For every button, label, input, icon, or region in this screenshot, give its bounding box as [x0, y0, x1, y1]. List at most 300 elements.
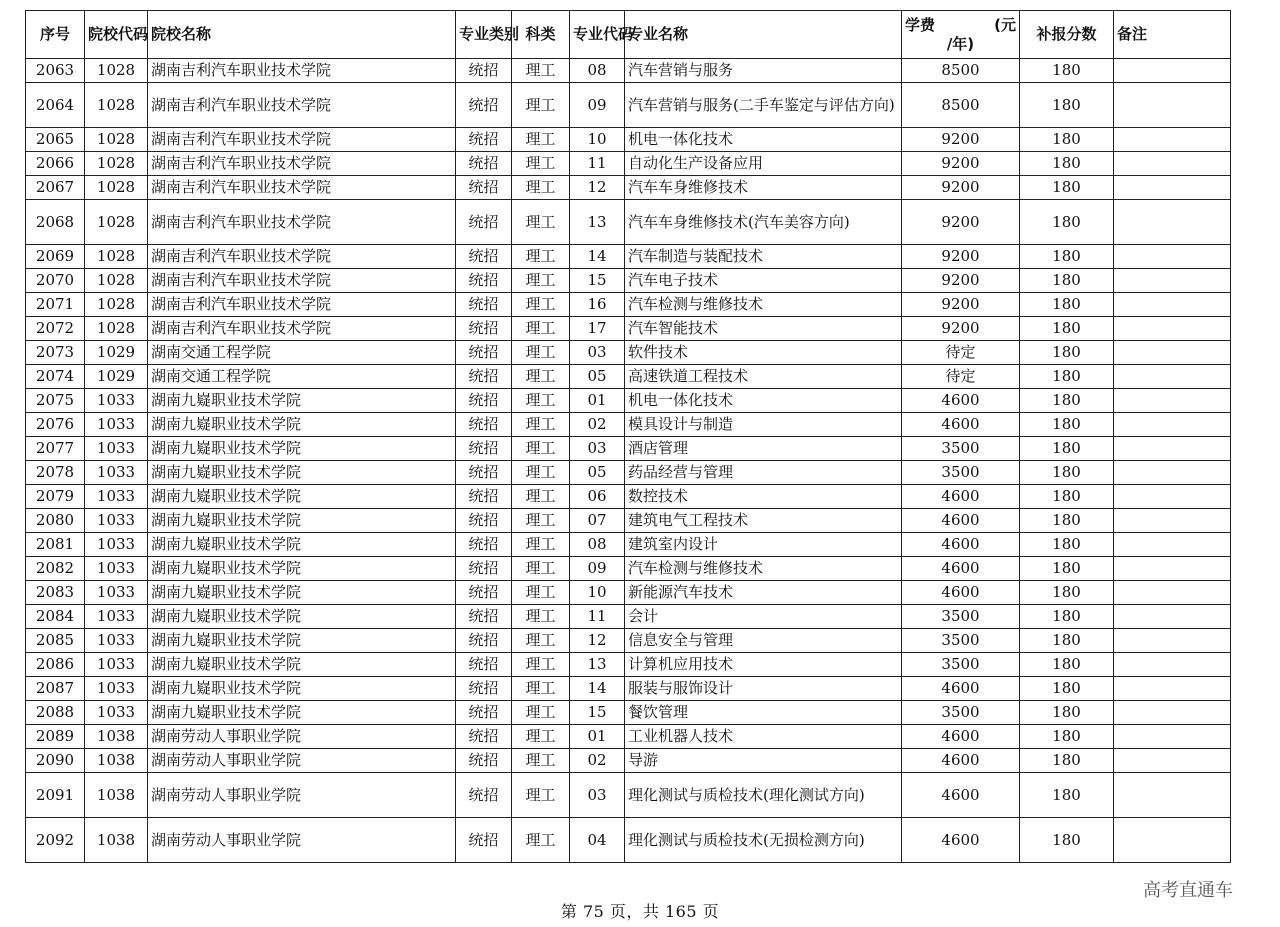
- cell-major-name: 新能源汽车技术: [625, 581, 902, 605]
- cell-subject: 理工: [512, 152, 570, 176]
- cell-school-code: 1033: [85, 413, 148, 437]
- cell-major-type: 统招: [456, 653, 512, 677]
- cell-note: [1114, 293, 1231, 317]
- cell-seq: 2085: [26, 629, 85, 653]
- cell-major-name: 机电一体化技术: [625, 389, 902, 413]
- table-row: [26, 59, 1231, 83]
- cell-major-name: 汽车制造与装配技术: [625, 245, 902, 269]
- cell-seq: 2075: [26, 389, 85, 413]
- cell-school-name: 湖南劳动人事职业学院: [148, 818, 456, 863]
- cell-major-code: 03: [570, 341, 625, 365]
- cell-school-code: 1033: [85, 581, 148, 605]
- cell-seq: 2092: [26, 818, 85, 863]
- cell-major-type: 统招: [456, 749, 512, 773]
- cell-note: [1114, 773, 1231, 818]
- watermark: 高考直通车: [1143, 880, 1233, 901]
- cell-fee: 4600: [902, 725, 1020, 749]
- cell-major-type: 统招: [456, 200, 512, 245]
- cell-fee: 4600: [902, 773, 1020, 818]
- cell-major-type: 统招: [456, 509, 512, 533]
- cell-note: [1114, 818, 1231, 863]
- cell-school-name: 湖南九嶷职业技术学院: [148, 485, 456, 509]
- cell-fee: 9200: [902, 176, 1020, 200]
- cell-school-name: 湖南九嶷职业技术学院: [148, 389, 456, 413]
- cell-major-name: 汽车电子技术: [625, 269, 902, 293]
- cell-school-name: 湖南吉利汽车职业技术学院: [148, 176, 456, 200]
- cell-seq: 2071: [26, 293, 85, 317]
- cell-major-code: 05: [570, 461, 625, 485]
- table-row: [26, 293, 1231, 317]
- cell-fee: 9200: [902, 152, 1020, 176]
- cell-note: [1114, 365, 1231, 389]
- cell-major-name: 会计: [625, 605, 902, 629]
- cell-note: [1114, 605, 1231, 629]
- cell-major-name: 汽车营销与服务(二手车鉴定与评估方向): [625, 83, 902, 128]
- cell-major-name: 汽车智能技术: [625, 317, 902, 341]
- cell-major-code: 13: [570, 653, 625, 677]
- cell-fee: 4600: [902, 677, 1020, 701]
- cell-school-name: 湖南吉利汽车职业技术学院: [148, 269, 456, 293]
- header-school-name: 院校名称: [148, 11, 456, 59]
- cell-school-code: 1033: [85, 533, 148, 557]
- cell-score: 180: [1020, 245, 1114, 269]
- cell-subject: 理工: [512, 176, 570, 200]
- cell-major-name: 软件技术: [625, 341, 902, 365]
- table-row: [26, 341, 1231, 365]
- cell-major-code: 08: [570, 533, 625, 557]
- cell-seq: 2066: [26, 152, 85, 176]
- cell-fee: 9200: [902, 200, 1020, 245]
- cell-note: [1114, 269, 1231, 293]
- cell-note: [1114, 509, 1231, 533]
- cell-seq: 2084: [26, 605, 85, 629]
- cell-fee: 8500: [902, 83, 1020, 128]
- cell-school-code: 1028: [85, 317, 148, 341]
- cell-seq: 2064: [26, 83, 85, 128]
- cell-score: 180: [1020, 317, 1114, 341]
- cell-seq: 2067: [26, 176, 85, 200]
- cell-major-type: 统招: [456, 533, 512, 557]
- cell-subject: 理工: [512, 341, 570, 365]
- cell-major-type: 统招: [456, 605, 512, 629]
- cell-fee: 4600: [902, 533, 1020, 557]
- cell-major-type: 统招: [456, 176, 512, 200]
- header-score: 补报分数: [1020, 11, 1114, 59]
- cell-subject: 理工: [512, 269, 570, 293]
- header-major-code: 专业代码: [570, 11, 625, 59]
- cell-note: [1114, 413, 1231, 437]
- cell-subject: 理工: [512, 533, 570, 557]
- cell-note: [1114, 83, 1231, 128]
- cell-seq: 2083: [26, 581, 85, 605]
- cell-subject: 理工: [512, 605, 570, 629]
- cell-subject: 理工: [512, 128, 570, 152]
- cell-subject: 理工: [512, 773, 570, 818]
- cell-major-type: 统招: [456, 437, 512, 461]
- cell-school-name: 湖南九嶷职业技术学院: [148, 509, 456, 533]
- cell-school-code: 1028: [85, 176, 148, 200]
- cell-seq: 2079: [26, 485, 85, 509]
- cell-subject: 理工: [512, 557, 570, 581]
- cell-school-name: 湖南九嶷职业技术学院: [148, 701, 456, 725]
- cell-major-type: 统招: [456, 152, 512, 176]
- cell-school-name: 湖南九嶷职业技术学院: [148, 533, 456, 557]
- cell-subject: 理工: [512, 653, 570, 677]
- cell-major-name: 理化测试与质检技术(理化测试方向): [625, 773, 902, 818]
- table-row: [26, 629, 1231, 653]
- cell-major-code: 07: [570, 509, 625, 533]
- cell-score: 180: [1020, 581, 1114, 605]
- cell-major-type: 统招: [456, 365, 512, 389]
- cell-school-code: 1028: [85, 293, 148, 317]
- cell-school-name: 湖南吉利汽车职业技术学院: [148, 83, 456, 128]
- table-row: [26, 437, 1231, 461]
- cell-subject: 理工: [512, 365, 570, 389]
- cell-major-type: 统招: [456, 629, 512, 653]
- cell-fee: 3500: [902, 437, 1020, 461]
- cell-seq: 2089: [26, 725, 85, 749]
- cell-note: [1114, 152, 1231, 176]
- cell-seq: 2073: [26, 341, 85, 365]
- cell-school-code: 1038: [85, 818, 148, 863]
- cell-major-name: 汽车检测与维修技术: [625, 293, 902, 317]
- cell-major-code: 02: [570, 413, 625, 437]
- cell-score: 180: [1020, 389, 1114, 413]
- cell-school-name: 湖南吉利汽车职业技术学院: [148, 152, 456, 176]
- cell-score: 180: [1020, 701, 1114, 725]
- cell-school-code: 1028: [85, 245, 148, 269]
- cell-fee: 4600: [902, 749, 1020, 773]
- cell-school-name: 湖南吉利汽车职业技术学院: [148, 293, 456, 317]
- cell-school-code: 1033: [85, 509, 148, 533]
- cell-major-code: 01: [570, 389, 625, 413]
- cell-major-code: 13: [570, 200, 625, 245]
- cell-school-name: 湖南吉利汽车职业技术学院: [148, 317, 456, 341]
- cell-fee: 3500: [902, 629, 1020, 653]
- cell-score: 180: [1020, 485, 1114, 509]
- header-note: 备注: [1114, 11, 1231, 59]
- cell-score: 180: [1020, 605, 1114, 629]
- cell-fee: 4600: [902, 389, 1020, 413]
- cell-school-name: 湖南交通工程学院: [148, 341, 456, 365]
- cell-note: [1114, 59, 1231, 83]
- cell-major-type: 统招: [456, 701, 512, 725]
- cell-major-name: 汽车检测与维修技术: [625, 557, 902, 581]
- table-row: [26, 128, 1231, 152]
- cell-score: 180: [1020, 461, 1114, 485]
- cell-score: 180: [1020, 152, 1114, 176]
- cell-subject: 理工: [512, 677, 570, 701]
- cell-score: 180: [1020, 509, 1114, 533]
- cell-seq: 2081: [26, 533, 85, 557]
- cell-major-name: 建筑电气工程技术: [625, 509, 902, 533]
- cell-school-code: 1028: [85, 200, 148, 245]
- cell-seq: 2069: [26, 245, 85, 269]
- cell-fee: 9200: [902, 293, 1020, 317]
- cell-fee: 4600: [902, 557, 1020, 581]
- cell-seq: 2076: [26, 413, 85, 437]
- cell-major-code: 02: [570, 749, 625, 773]
- cell-subject: 理工: [512, 389, 570, 413]
- cell-score: 180: [1020, 773, 1114, 818]
- cell-school-code: 1033: [85, 485, 148, 509]
- cell-school-code: 1033: [85, 389, 148, 413]
- cell-score: 180: [1020, 59, 1114, 83]
- cell-note: [1114, 533, 1231, 557]
- table-row: [26, 773, 1231, 818]
- table-row: [26, 389, 1231, 413]
- cell-major-code: 06: [570, 485, 625, 509]
- cell-major-code: 15: [570, 701, 625, 725]
- cell-subject: 理工: [512, 413, 570, 437]
- table-row: [26, 176, 1231, 200]
- table-row: [26, 605, 1231, 629]
- cell-score: 180: [1020, 200, 1114, 245]
- cell-note: [1114, 437, 1231, 461]
- cell-school-name: 湖南吉利汽车职业技术学院: [148, 59, 456, 83]
- cell-fee: 3500: [902, 701, 1020, 725]
- cell-school-code: 1033: [85, 629, 148, 653]
- cell-seq: 2080: [26, 509, 85, 533]
- cell-score: 180: [1020, 413, 1114, 437]
- cell-score: 180: [1020, 341, 1114, 365]
- cell-major-type: 统招: [456, 461, 512, 485]
- cell-major-code: 12: [570, 176, 625, 200]
- cell-seq: 2087: [26, 677, 85, 701]
- cell-subject: 理工: [512, 509, 570, 533]
- cell-school-code: 1028: [85, 59, 148, 83]
- cell-school-code: 1033: [85, 701, 148, 725]
- cell-major-code: 08: [570, 59, 625, 83]
- table-row: [26, 701, 1231, 725]
- table-row: [26, 677, 1231, 701]
- cell-school-name: 湖南九嶷职业技术学院: [148, 629, 456, 653]
- cell-subject: 理工: [512, 245, 570, 269]
- cell-subject: 理工: [512, 818, 570, 863]
- header-fee-unit-close: /年): [946, 34, 975, 53]
- cell-major-name: 汽车车身维修技术: [625, 176, 902, 200]
- cell-score: 180: [1020, 365, 1114, 389]
- table-row: [26, 818, 1231, 863]
- cell-fee: 4600: [902, 485, 1020, 509]
- cell-note: [1114, 557, 1231, 581]
- cell-school-code: 1028: [85, 269, 148, 293]
- cell-fee: 9200: [902, 245, 1020, 269]
- cell-subject: 理工: [512, 725, 570, 749]
- cell-major-name: 理化测试与质检技术(无损检测方向): [625, 818, 902, 863]
- cell-school-name: 湖南吉利汽车职业技术学院: [148, 128, 456, 152]
- cell-major-type: 统招: [456, 677, 512, 701]
- cell-seq: 2072: [26, 317, 85, 341]
- cell-major-type: 统招: [456, 59, 512, 83]
- cell-fee: 3500: [902, 605, 1020, 629]
- cell-fee: 9200: [902, 317, 1020, 341]
- cell-score: 180: [1020, 533, 1114, 557]
- cell-school-code: 1033: [85, 677, 148, 701]
- cell-major-name: 汽车车身维修技术(汽车美容方向): [625, 200, 902, 245]
- cell-note: [1114, 341, 1231, 365]
- cell-major-code: 16: [570, 293, 625, 317]
- cell-major-code: 03: [570, 437, 625, 461]
- cell-fee: 3500: [902, 461, 1020, 485]
- cell-note: [1114, 653, 1231, 677]
- page-footer: 第 75 页，共 165 页: [560, 902, 720, 921]
- header-subject: 科类: [512, 11, 570, 59]
- cell-seq: 2082: [26, 557, 85, 581]
- cell-major-code: 09: [570, 83, 625, 128]
- cell-seq: 2088: [26, 701, 85, 725]
- cell-subject: 理工: [512, 293, 570, 317]
- cell-seq: 2077: [26, 437, 85, 461]
- cell-fee: 待定: [902, 341, 1020, 365]
- cell-major-name: 数控技术: [625, 485, 902, 509]
- table-row: [26, 245, 1231, 269]
- cell-school-code: 1033: [85, 461, 148, 485]
- cell-major-code: 14: [570, 677, 625, 701]
- cell-score: 180: [1020, 677, 1114, 701]
- cell-major-name: 服装与服饰设计: [625, 677, 902, 701]
- cell-subject: 理工: [512, 200, 570, 245]
- cell-score: 180: [1020, 749, 1114, 773]
- cell-subject: 理工: [512, 461, 570, 485]
- cell-school-code: 1038: [85, 725, 148, 749]
- cell-major-code: 11: [570, 152, 625, 176]
- cell-score: 180: [1020, 653, 1114, 677]
- cell-major-code: 14: [570, 245, 625, 269]
- cell-fee: 9200: [902, 269, 1020, 293]
- header-seq: 序号: [26, 11, 85, 59]
- cell-major-name: 药品经营与管理: [625, 461, 902, 485]
- cell-major-name: 工业机器人技术: [625, 725, 902, 749]
- cell-fee: 4600: [902, 413, 1020, 437]
- cell-note: [1114, 701, 1231, 725]
- cell-score: 180: [1020, 557, 1114, 581]
- cell-school-code: 1033: [85, 437, 148, 461]
- cell-major-code: 05: [570, 365, 625, 389]
- cell-major-name: 自动化生产设备应用: [625, 152, 902, 176]
- cell-major-type: 统招: [456, 485, 512, 509]
- cell-score: 180: [1020, 269, 1114, 293]
- admission-table: [25, 10, 1231, 863]
- cell-school-name: 湖南劳动人事职业学院: [148, 725, 456, 749]
- cell-major-type: 统招: [456, 581, 512, 605]
- cell-score: 180: [1020, 725, 1114, 749]
- header-school-code: 院校代码: [85, 11, 148, 59]
- cell-major-code: 09: [570, 557, 625, 581]
- cell-school-code: 1033: [85, 557, 148, 581]
- cell-school-code: 1033: [85, 653, 148, 677]
- cell-major-code: 12: [570, 629, 625, 653]
- cell-major-name: 模具设计与制造: [625, 413, 902, 437]
- table-row: [26, 152, 1231, 176]
- cell-fee: 9200: [902, 128, 1020, 152]
- cell-major-type: 统招: [456, 293, 512, 317]
- cell-school-name: 湖南九嶷职业技术学院: [148, 677, 456, 701]
- cell-fee: 4600: [902, 581, 1020, 605]
- cell-fee: 4600: [902, 818, 1020, 863]
- cell-major-type: 统招: [456, 317, 512, 341]
- cell-school-code: 1033: [85, 605, 148, 629]
- cell-major-code: 11: [570, 605, 625, 629]
- cell-note: [1114, 245, 1231, 269]
- cell-fee: 4600: [902, 509, 1020, 533]
- table-row: [26, 461, 1231, 485]
- cell-score: 180: [1020, 83, 1114, 128]
- cell-note: [1114, 725, 1231, 749]
- cell-major-type: 统招: [456, 389, 512, 413]
- cell-major-code: 15: [570, 269, 625, 293]
- header-fee-label: 学费: [905, 15, 936, 34]
- header-fee-unit-open: (元: [994, 15, 1016, 34]
- table-row: [26, 749, 1231, 773]
- table-body: [26, 59, 1231, 863]
- cell-score: 180: [1020, 128, 1114, 152]
- cell-major-code: 01: [570, 725, 625, 749]
- cell-major-code: 10: [570, 128, 625, 152]
- header-fee: [902, 11, 1020, 59]
- cell-major-name: 汽车营销与服务: [625, 59, 902, 83]
- cell-major-name: 建筑室内设计: [625, 533, 902, 557]
- cell-major-name: 机电一体化技术: [625, 128, 902, 152]
- cell-subject: 理工: [512, 485, 570, 509]
- cell-note: [1114, 749, 1231, 773]
- cell-score: 180: [1020, 176, 1114, 200]
- cell-school-code: 1028: [85, 128, 148, 152]
- cell-note: [1114, 629, 1231, 653]
- cell-major-type: 统招: [456, 269, 512, 293]
- cell-school-name: 湖南九嶷职业技术学院: [148, 557, 456, 581]
- cell-school-code: 1038: [85, 749, 148, 773]
- table-row: [26, 413, 1231, 437]
- cell-seq: 2074: [26, 365, 85, 389]
- cell-note: [1114, 389, 1231, 413]
- cell-major-code: 10: [570, 581, 625, 605]
- cell-major-type: 统招: [456, 818, 512, 863]
- cell-school-name: 湖南九嶷职业技术学院: [148, 605, 456, 629]
- cell-school-code: 1029: [85, 341, 148, 365]
- cell-school-code: 1029: [85, 365, 148, 389]
- cell-major-code: 17: [570, 317, 625, 341]
- cell-school-code: 1028: [85, 152, 148, 176]
- table-row: [26, 533, 1231, 557]
- cell-score: 180: [1020, 818, 1114, 863]
- cell-school-name: 湖南吉利汽车职业技术学院: [148, 200, 456, 245]
- cell-subject: 理工: [512, 749, 570, 773]
- cell-seq: 2078: [26, 461, 85, 485]
- cell-note: [1114, 128, 1231, 152]
- table-row: [26, 83, 1231, 128]
- cell-major-name: 信息安全与管理: [625, 629, 902, 653]
- cell-seq: 2086: [26, 653, 85, 677]
- table-row: [26, 200, 1231, 245]
- cell-school-name: 湖南九嶷职业技术学院: [148, 581, 456, 605]
- cell-seq: 2063: [26, 59, 85, 83]
- header-major-type: 专业类别: [456, 11, 512, 59]
- cell-school-name: 湖南九嶷职业技术学院: [148, 437, 456, 461]
- cell-note: [1114, 461, 1231, 485]
- cell-score: 180: [1020, 629, 1114, 653]
- cell-major-type: 统招: [456, 773, 512, 818]
- cell-seq: 2090: [26, 749, 85, 773]
- cell-major-type: 统招: [456, 128, 512, 152]
- table-row: [26, 269, 1231, 293]
- cell-subject: 理工: [512, 437, 570, 461]
- cell-major-type: 统招: [456, 83, 512, 128]
- cell-major-type: 统招: [456, 413, 512, 437]
- cell-major-name: 计算机应用技术: [625, 653, 902, 677]
- cell-note: [1114, 581, 1231, 605]
- cell-major-type: 统招: [456, 725, 512, 749]
